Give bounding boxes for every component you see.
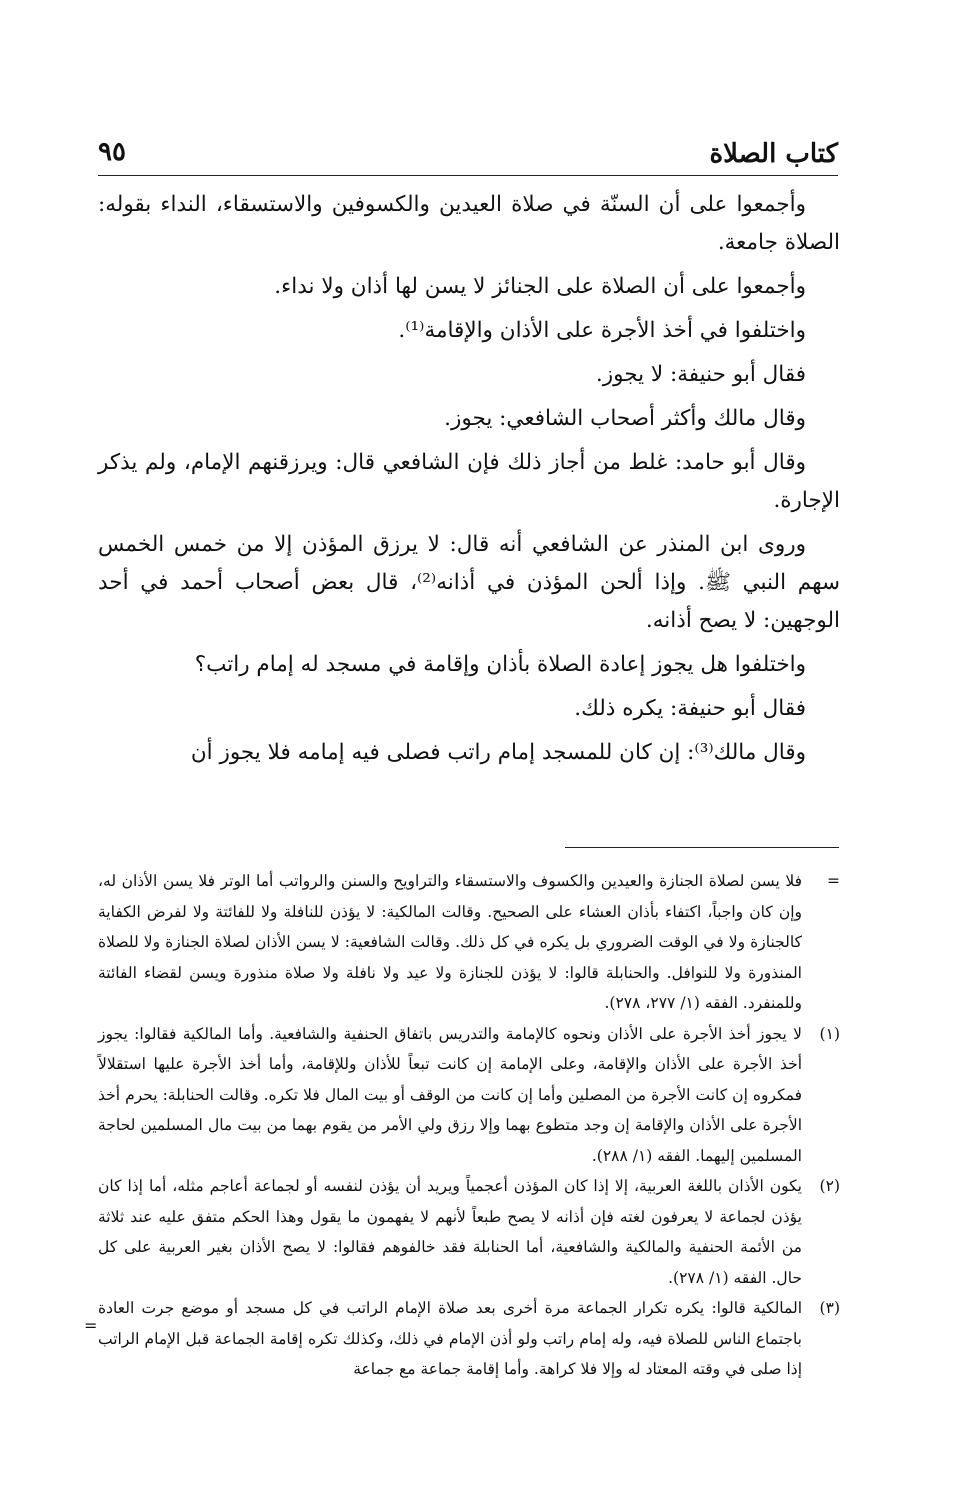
footnote <box>98 1171 840 1293</box>
paragraph: وروى ابن المنذر عن الشافعي أنه قال: لا يرزق المؤذن إلا من خمس الخمس سهم النبي ﷺ. وإذا ألحن المؤذن في أذانه⁽²⁾، قال بعض أصحاب أحمد في أحد الوجهين: لا يصح أذانه. <box>98 532 841 633</box>
paragraph: وأجمعوا على أن الصلاة على الجنائز لا يسن لها أذان ولا نداء. <box>274 274 806 299</box>
main-text <box>98 186 840 778</box>
footnote-marker: (٣) <box>819 1299 840 1317</box>
footnotes <box>98 866 840 1385</box>
footnote-marker: (١) <box>819 1024 840 1043</box>
paragraph: واختلفوا في أخذ الأجرة على الأذان والإقامة⁽¹⁾. <box>398 318 806 343</box>
footnote <box>98 866 840 1019</box>
footnote-text: يكون الأذان باللغة العربية، إلا إذا كان المؤذن أعجمياً ويريد أن يؤذن لنفسه أو لجماعة أعاجم مثله، أما إذا كان يؤذن لجماعة لا يعرفون لغته فإن أذانه لا يصح طبعاً لأنهم لا يفهمون ما يقول وهذا الحكم متفق عليه عند ثلاثة من الأئمة الحنفية والمالكية والشافعية، أما الحنابلة فقد خالفوهم فقالوا: لا يصح الأذان بغير العربية على كل حال. الفقه (١/ ٢٧٨). <box>98 1177 802 1287</box>
footnote-text: فلا يسن لصلاة الجنازة والعيدين والكسوف والاستسقاء والتراويح والسنن والرواتب أما الوتر فلا يسن الأذان له، وإن كان واجباً، اكتفاء بأذان العشاء على الصحيح. وقالت المالكية: لا يؤذن للنافلة ولا للفائتة ولا لفرض الكفاية كالجنازة ولا في الوقت الضروري بل يكره في كل ذلك. وقالت الشافعية: لا يسن الأذان لصلاة الجنازة ولا للصلاة المنذورة ولا للنوافل. والحنابلة قالوا: لا يؤذن للجنازة ولا عيد ولا نافلة ولا صلاة منذورة ويسن لقضاء الفائتة وللمنفرد. الفقه (١/ ٢٧٧، ٢٧٨). <box>98 872 802 1012</box>
footnote <box>98 1019 840 1172</box>
footnote-separator <box>565 847 839 848</box>
footnote-text: لا يجوز أخذ الأجرة على الأذان ونحوه كالإمامة والتدريس باتفاق الحنفية والشافعية. وأما المالكية فقالوا: يجوز أخذ الأجرة على الأذان والإقامة، وعلى الإمامة إن كانت تبعاً للأذان وللإقامة، وأما أخذ الأجرة عليها استقلالاً فمكروه إن كانت الأجرة من المصلين وأما إن كانت من الوقف أو بيت المال فلا تكره. وقالت الحنابلة: يحرم أخذ الأجرة على الأذان والإقامة إن وجد متطوع بهما وإلا رزق ولي الأمر من يقوم بهما من بيت مال المسلمين لحاجة المسلمين إليهما. الفقه (١/ ٢٨٨). <box>98 1024 802 1165</box>
chapter-title: كتاب الصلاة <box>709 139 838 169</box>
paragraph: وقال مالك⁽³⁾: إن كان للمسجد إمام راتب فصلى فيه إمامه فلا يجوز أن <box>190 740 806 765</box>
footnote-marker: (٢) <box>819 1177 840 1195</box>
paragraph: فقال أبو حنيفة: يكره ذلك. <box>574 696 806 721</box>
page-header <box>98 135 838 176</box>
paragraph: وقال مالك وأكثر أصحاب الشافعي: يجوز. <box>444 406 806 431</box>
footnote-text: المالكية قالوا: يكره تكرار الجماعة مرة أخرى بعد صلاة الإمام الراتب في كل مسجد أو موضع جرت العادة باجتماع الناس للصلاة فيه، وله إمام راتب ولو أذن الإمام في ذلك، وكذلك تكره إقامة الجماعة قبل الإمام الراتب إذا صلى في وقته المعتاد له وإلا فلا كراهة. وأما إقامة جماعة مع جماعة <box>98 1299 802 1378</box>
footnote-marker: = <box>827 872 840 890</box>
footnote <box>98 1293 840 1385</box>
paragraph: وقال أبو حامد: غلط من أجاز ذلك فإن الشافعي قال: ويرزقنهم الإمام، ولم يذكر الإجارة. <box>98 450 840 513</box>
paragraph: فقال أبو حنيفة: لا يجوز. <box>595 362 806 387</box>
continuation-marker: = <box>84 1316 98 1335</box>
paragraph: وأجمعوا على أن السنّة في صلاة العيدين والكسوفين والاستسقاء، النداء بقوله: الصلاة جامعة. <box>98 192 840 255</box>
page-number: ٩٥ <box>98 137 126 167</box>
paragraph: واختلفوا هل يجوز إعادة الصلاة بأذان وإقامة في مسجد له إمام راتب؟ <box>194 652 806 677</box>
